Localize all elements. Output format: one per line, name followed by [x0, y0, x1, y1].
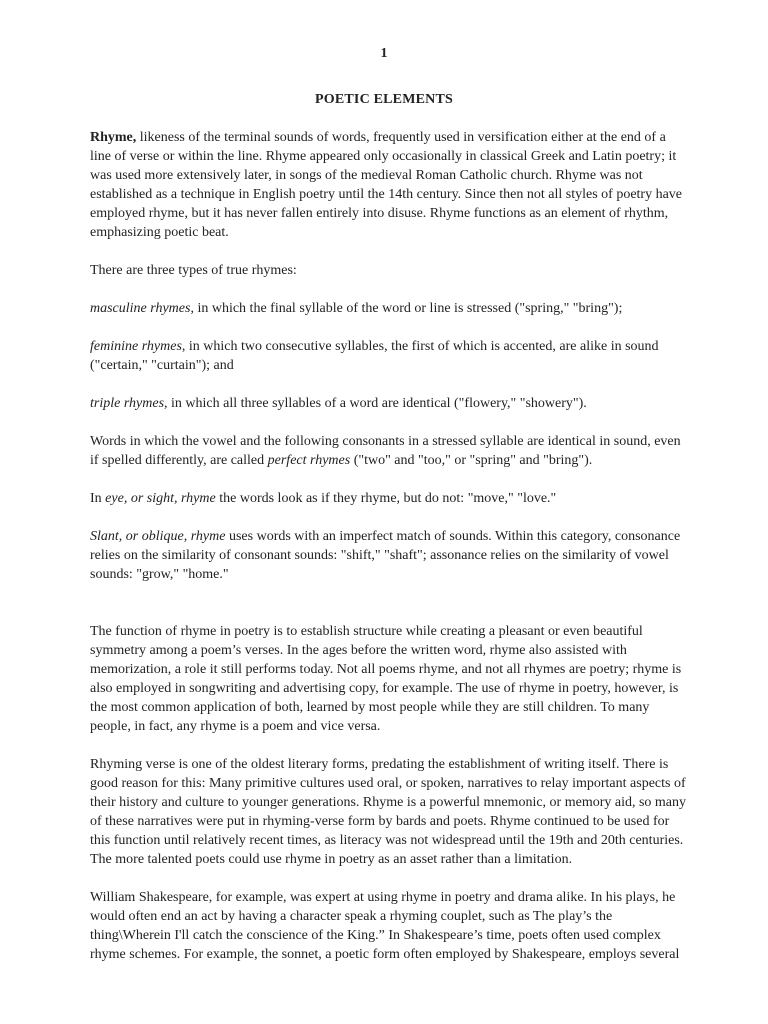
term-feminine-rhymes: feminine rhymes: [90, 339, 182, 354]
term-masculine-rhymes: masculine rhymes: [90, 301, 191, 316]
paragraph-rhyming-verse-history: Rhyming verse is one of the oldest literary forms, predating the establishment of writing itself. There is good reason for this: Many primitive cultures used oral, or spoken, narratives to relay important aspects of their history and culture to younger generations. Rhyme is a powerful mnemonic, or memory aid, so many of these narratives were put in rhyming-verse form by bards and poets. Rhyme continued to be used for this function until relatively recent times, as literacy was not widespread until the 19th and 20th centuries. The more talented poets could use rhyme in poetry as an asset rather than a limitation.: [90, 757, 687, 867]
paragraph-shakespeare: William Shakespeare, for example, was expert at using rhyme in poetry and drama alike. In his plays, he would often end an act by having a character speak a rhyming couplet, such as The play’s the thing\Wherein I'll catch the conscience of the King.” In Shakespeare’s time, poets often used complex rhyme schemes. For example, the sonnet, a poetic form often employed by Shakespeare, employs several: [90, 890, 680, 962]
paragraph-function-of-rhyme: The function of rhyme in poetry is to establish structure while creating a pleasant or even beautiful symmetry among a poem’s verses. In the ages before the written word, rhyme also assisted with memorization, a role it still performs today. Not all poems rhyme, and not all rhymes are poetry; rhyme is also employed in songwriting and advertising copy, for example. The use of rhyme in poetry, however, is the most common application of both, learned by most people while they are still children. To many people, in fact, any rhyme is a poem and vice versa.: [90, 624, 682, 734]
term-triple-rhymes: triple rhymes: [90, 396, 165, 411]
paragraph-feminine-rhymes: feminine rhymes, in which two consecutive syllables, the first of which is accented, are alike in sound ("certain," "curtain"); and: [90, 339, 659, 373]
term-rhyme: Rhyme,: [90, 130, 137, 145]
paragraph-eye-rhyme: In eye, or sight, rhyme the words look as if they rhyme, but do not: "move," "love.": [90, 491, 557, 506]
term-eye-rhyme: eye, or sight, rhyme: [105, 491, 216, 506]
page-title: POETIC ELEMENTS: [315, 92, 453, 107]
paragraph-masculine-rhymes: masculine rhymes, in which the final syllable of the word or line is stressed ("spring," "bring");: [90, 301, 623, 316]
document-body: [90, 128, 690, 983]
term-slant-rhyme: Slant, or oblique, rhyme: [90, 529, 226, 544]
paragraph-perfect-rhymes: Words in which the vowel and the following consonants in a stressed syllable are identical in sound, even if spelled differently, are called perfect rhymes ("two" and "too," or "spring" and "bring").: [90, 434, 681, 468]
term-perfect-rhymes: perfect rhymes: [267, 453, 351, 468]
page-number: 1: [380, 46, 388, 61]
paragraph-slant-rhyme: Slant, or oblique, rhyme uses words with an imperfect match of sounds. Within this category, consonance relies on the similarity of consonant sounds: "shift," "shaft"; assonance relies on the similarity of vowel sounds: "grow," "home.": [90, 529, 681, 582]
paragraph-rhyme-types-intro: There are three types of true rhymes:: [90, 263, 297, 278]
paragraph-rhyme-definition: Rhyme, likeness of the terminal sounds of words, frequently used in versification either at the end of a line of verse or within the line. Rhyme appeared only occasionally in classical Greek and Latin poetry; it was used more extensively later, in songs of the medieval Roman Catholic church. Rhyme was not established as a technique in English poetry until the 14th century. Since then not all styles of poetry have employed rhyme, but it has never fallen entirely into disuse. Rhyme functions as an element of rhythm, emphasizing poetic beat.: [90, 130, 683, 240]
paragraph-triple-rhymes: triple rhymes, in which all three syllables of a word are identical ("flowery," "showery").: [90, 396, 587, 411]
